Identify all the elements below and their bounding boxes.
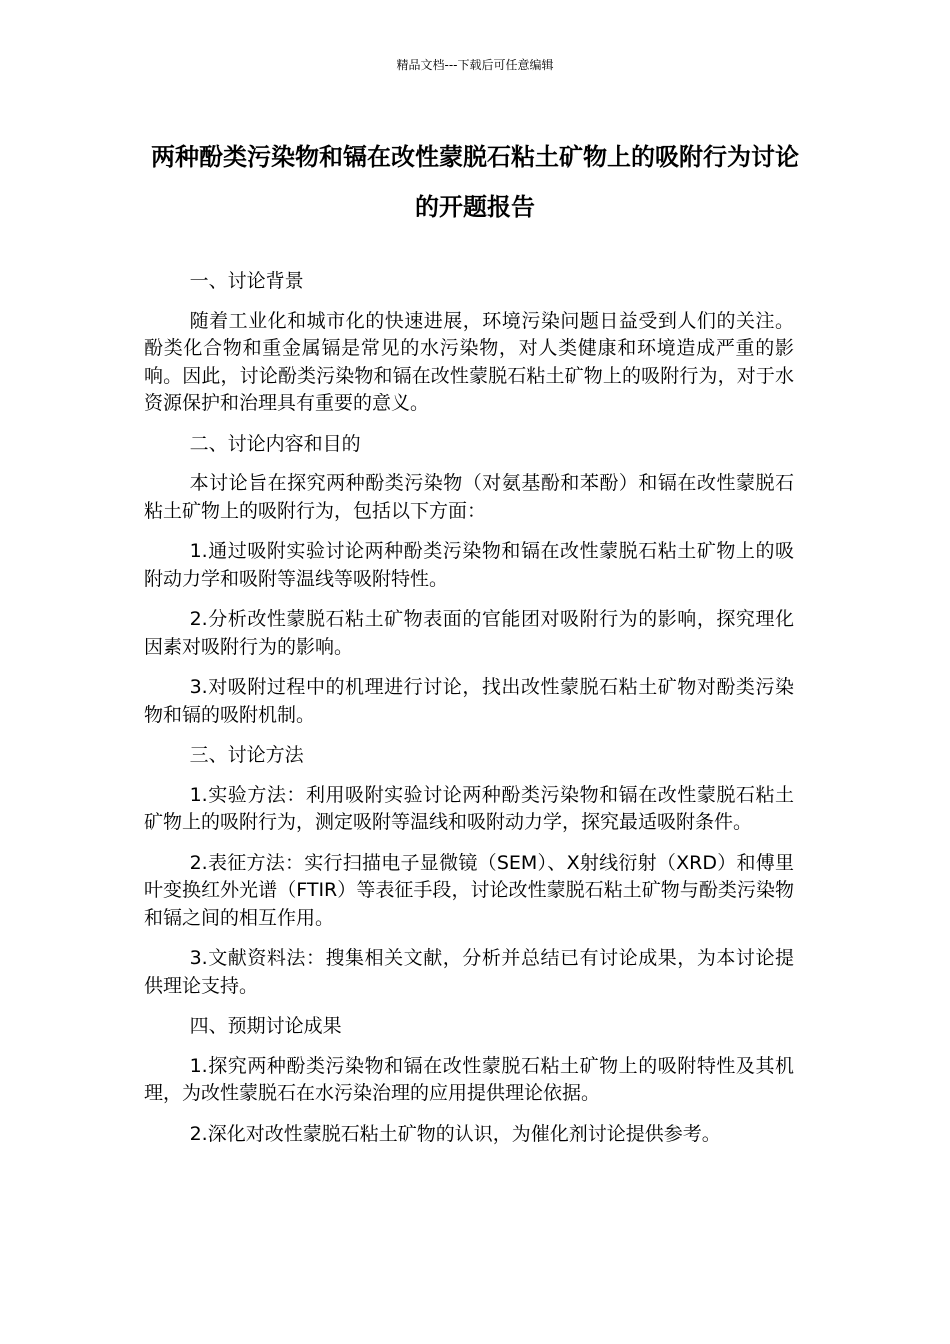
section-heading-background: 一、讨论背景 — [189, 270, 304, 292]
page-header: 精品文档---下载后可任意编辑 — [396, 58, 554, 72]
list-item: 1.实验方法：利用吸附实验讨论两种酚类污染物和镉在改性蒙脱石粘土矿物上的吸附行为，测定吸附等温线和吸附动力学，探究最适吸附条件。 — [144, 783, 794, 833]
document-title: 两种酚类污染物和镉在改性蒙脱石粘土矿物上的吸附行为讨论的开题报告 — [151, 143, 799, 221]
document-body — [144, 268, 794, 1161]
paragraph-background: 随着工业化和城市化的快速进展，环境污染问题日益受到人们的关注。酚类化合物和重金属镉是常见的水污染物，对人类健康和环境造成严重的影响。因此，讨论酚类污染物和镉在改性蒙脱石粘土矿物上的吸附行为，对于水资源保护和治理具有重要的意义。 — [144, 309, 794, 414]
paragraph-content-intro: 本讨论旨在探究两种酚类污染物（对氨基酚和苯酚）和镉在改性蒙脱石粘土矿物上的吸附行为，包括以下方面： — [144, 472, 794, 522]
list-item: 2.深化对改性蒙脱石粘土矿物的认识，为催化剂讨论提供参考。 — [189, 1122, 721, 1145]
list-item: 1.通过吸附实验讨论两种酚类污染物和镉在改性蒙脱石粘土矿物上的吸附动力学和吸附等温线等吸附特性。 — [144, 540, 794, 590]
list-item: 1.探究两种酚类污染物和镉在改性蒙脱石粘土矿物上的吸附特性及其机理，为改性蒙脱石在水污染治理的应用提供理论依据。 — [144, 1054, 794, 1104]
list-item: 3.文献资料法：搜集相关文献，分析并总结已有讨论成果，为本讨论提供理论支持。 — [144, 947, 794, 997]
list-item: 2.分析改性蒙脱石粘土矿物表面的官能团对吸附行为的影响，探究理化因素对吸附行为的影响。 — [144, 608, 794, 658]
section-heading-content-goal: 二、讨论内容和目的 — [189, 432, 361, 455]
list-item: 2.表征方法：实行扫描电子显微镜（SEM）、X射线衍射（XRD）和傅里叶变换红外光谱（FTIR）等表征手段，讨论改性蒙脱石粘土矿物与酚类污染物和镉之间的相互作用。 — [144, 851, 794, 929]
list-item: 3.对吸附过程中的机理进行讨论，找出改性蒙脱石粘土矿物对酚类污染物和镉的吸附机制。 — [144, 676, 794, 726]
section-heading-methods: 三、讨论方法 — [189, 744, 304, 766]
section-heading-expected: 四、预期讨论成果 — [189, 1015, 342, 1037]
